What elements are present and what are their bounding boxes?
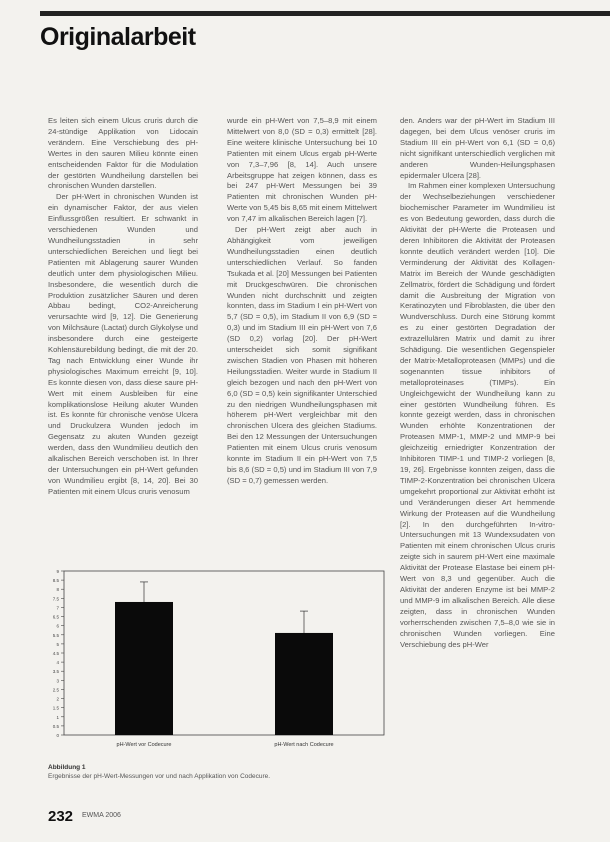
paragraph: Der pH-Wert in chronischen Wunden ist ein dynamischer Faktor, der aus vielen Einflussgrößen resultiert. Er schwankt in verschiedenen Wunden und Wundheilungsstadien in sehr unterschiedlichen Bereichen und liegt bei Patienten mit Ablagerung saurer Wunden deutlich unter dem physiologischen Milieu. Insbesondere, die wesentlich durch die Produktion zusätzlicher Säuren und deren Abbau bedingt, CO2-Anreicherung verursachte wird [9, 12]. Die Generierung von Milchsäure (Lactat) durch Glykolyse und insbesondere durch eine gesteigerte Kohlensäurebildung bedingt, die mit der 20. Tag nach Entwicklung einer Wunde ihr physiologisches Maximum erreicht [9, 10]. Es konnte diesen von, dass diese saure pH-Wert mit einem Ausbleiben für eine komplikationslose Heilung akuter Wunden ist. Es konnte für chronische venöse Ulcera und Druckulzera Wunden jedoch im Gegensatz zu akuten Wunden gezeigt werden, dass den Wundmilieu deutlich den alkalischen Bereich verschoben ist. In Ihrer der Untersuchungen ein pH-Wert gefunden von Wundmilieu ergibt [8, 14, 20]. Bei 30 Patienten mit einem Ulcus cruris venosum <box>48 192 198 496</box>
y-tick-label: 8.5 <box>52 578 59 584</box>
y-tick-label: 1 <box>56 714 59 720</box>
x-category-label: pH-Wert nach Codecure <box>274 742 334 748</box>
text-column-2 <box>227 116 377 487</box>
y-tick-label: 0.5 <box>52 723 59 729</box>
paragraph: wurde ein pH-Wert von 7,5–8,9 mit einem Mittelwert von 8,0 (SD = 0,3) ermittelt [28]. Eine weitere klinische Untersuchung bei 10 Patienten mit einem Ulcus ergab pH-Werte von 7,3–7,96 [8, 14]. Auch unsere Arbeitsgruppe hat zeigen können, dass es bei 247 pH-Wert Messungen bei 39 Patienten mit chronischen Wunden pH-Werte von 5,45 bis 8,65 mit einem Mittelwert von 7,47 im alkalischen Bereich lagen [7]. <box>227 116 377 224</box>
y-tick-label: 1.5 <box>52 705 59 711</box>
paragraph: Der pH-Wert zeigt aber auch in Abhängigkeit vom jeweiligen Wundheilungsstadien einen deutlich unterschiedlichen Verlauf. So fanden Tsukada et al. [20] Messungen bei Patienten mit Druckgeschwüren. Die chronischen Wunden nicht durchschnitt und zeigten konnten, dass im Stadium I ein pH-Wert von 5,7 (SD = 0,5), im Stadium II von 6,9 (SD = 0,3) und im Stadium III ein pH-Wert von 7,6 (SD 0,2) vorlag [20]. Der pH-Wert unterscheidet sich somit signifikant zwischen Stadien von Phasen mit höheren Heilungsstadien. Weiter wurde in Stadium II gleich bezogen und nach den pH-Wert von 6,0 (SD = 0,5) kein signifikanter Unterschied zu den niedrigen Wundheilungsphasen mit höherem pH-Wert vergleichbar mit den chronischen Ulcera des gleichen Stadiums. Bei den 12 Messungen der Untersuchungen Patienten mit einem Ulcus cruris venosum konnte im Stadium II ein pH-Wert von 7,5 bis 8,6 (SD = 0,5) und im Stadium III von 7,9 (SD = 0,7) gemessen werden. <box>227 225 377 485</box>
text-column-1 <box>48 116 198 498</box>
bar <box>115 602 173 735</box>
y-tick-label: 3 <box>56 678 59 684</box>
y-tick-label: 0 <box>56 733 59 738</box>
text-column-3 <box>400 116 555 650</box>
y-tick-label: 6.5 <box>52 614 59 620</box>
paragraph: Im Rahmen einer komplexen Untersuchung der Wechselbeziehungen verschiedener biochemischer Parameter im Wundmilieu ist es von Bedeutung geworden, dass durch die Aktivität der pH-Werte die Proteasen und deren Inhibitoren die Aktivität der Proteasen konnte deutlich verändert werden [10]. Die Verminderung der Aktivität des Kollagen-Matrix im Bereich der Wunde geschädigten Zellmatrix, fördert die Schädigung und fördert damit die Ausbreitung der Migration von Keratinozyten und Fibroblasten, die über den Wundverschluss. Durch eine Störung kommt es zu einer gestörten Degradation der extrazellulären Matrix und damit zu ihrer Schädigung. Die wesentlichen Gegenspieler der Matrix-Metalloproteasen (MMPs) und die sogenannten tissue inhibitors of metalloproteinases (TIMPs). Ein Ungleichgewicht der Wundheilung kann zu einer gestörten Wundheilung führen. Es konnte gezeigt werden, dass in chronischen Wunden erhöhte Konzentrationen der Proteasen MMP-1, MMP-2 und MMP-9 bei gleichzeitig erniedrigter Konzentration der Inhibitoren TIMP-1 und TIMP-2 vorliegen [8, 19, 26]. Ergebnisse konnten zeigen, dass die TIMP-2-Konzentration bei chronischen Ulcera umgekehrt proportional zur Aktivität erhöht ist und Veränderungen dieser Art hemmende Wirkung der Proteasen auf die Wundheilung [2]. In den durchgeführten In-vitro-Untersuchungen mit 13 Wundexsudaten von Patienten mit einem chronischen Ulcus cruris zeigte sich in saurem pH-Wert eine maximale Aktivität der Protease Elastase bei einem pH-Wert von 8,3 und gegenüber. Auch die Aktivität der anderen Enzyme ist bei MMP-2 und MMP-9 im alkalischen Bereich. Alle diese zeigten, dass in chronischen Wunden vorherrschenden zwischen 7,5–8,0 wie sie in chronischen Wunden vorliegen. Eine Verschiebung des pH-Wer <box>400 181 555 649</box>
y-tick-label: 7.5 <box>52 596 59 602</box>
y-tick-label: 7 <box>56 605 59 611</box>
bar-chart <box>48 567 388 757</box>
bar <box>275 633 333 735</box>
y-tick-label: 6 <box>56 623 59 629</box>
paragraph: Es leiten sich einem Ulcus cruris durch die 24-stündige Applikation von Lidocain verändern. Eine Verschiebung des pH-Wertes in den sauren Milieu könnte einen entscheidenden Faktor für die Modulation der gestörten Wundheilung darstellen bei chronischen Wunden darstellen. <box>48 116 198 191</box>
figure-caption-title: Abbildung 1 <box>48 764 86 771</box>
x-category-label: pH-Wert vor Codecure <box>116 742 172 748</box>
paragraph: den. Anders war der pH-Wert im Stadium III dagegen, bei dem Ulcus venöser cruris im Stadium III ein pH-Wert von 6,1 (SD = 0,6) nicht signifikant unterschiedlich verglichen mit anderen Wunden-Heilungsphasen epidermaler Ulcera [28]. <box>400 116 555 180</box>
y-tick-label: 9 <box>56 569 59 574</box>
journal-name: EWMA 2006 <box>82 812 121 819</box>
y-tick-label: 2 <box>56 696 59 702</box>
y-tick-label: 5.5 <box>52 632 59 638</box>
y-tick-label: 4.5 <box>52 651 59 656</box>
y-tick-label: 4 <box>56 660 59 666</box>
plot-frame <box>64 571 384 735</box>
page-number: 232 <box>48 808 74 825</box>
figure-caption-text: Ergebnisse der pH-Wert-Messungen vor und nach Applikation von Codecure. <box>48 773 271 780</box>
y-tick-label: 3.5 <box>52 669 59 675</box>
y-tick-label: 8 <box>56 587 59 593</box>
section-title: Originalarbeit <box>40 23 196 51</box>
y-tick-label: 5 <box>56 641 59 647</box>
header-bar <box>40 11 610 16</box>
y-tick-label: 2.5 <box>52 687 59 693</box>
